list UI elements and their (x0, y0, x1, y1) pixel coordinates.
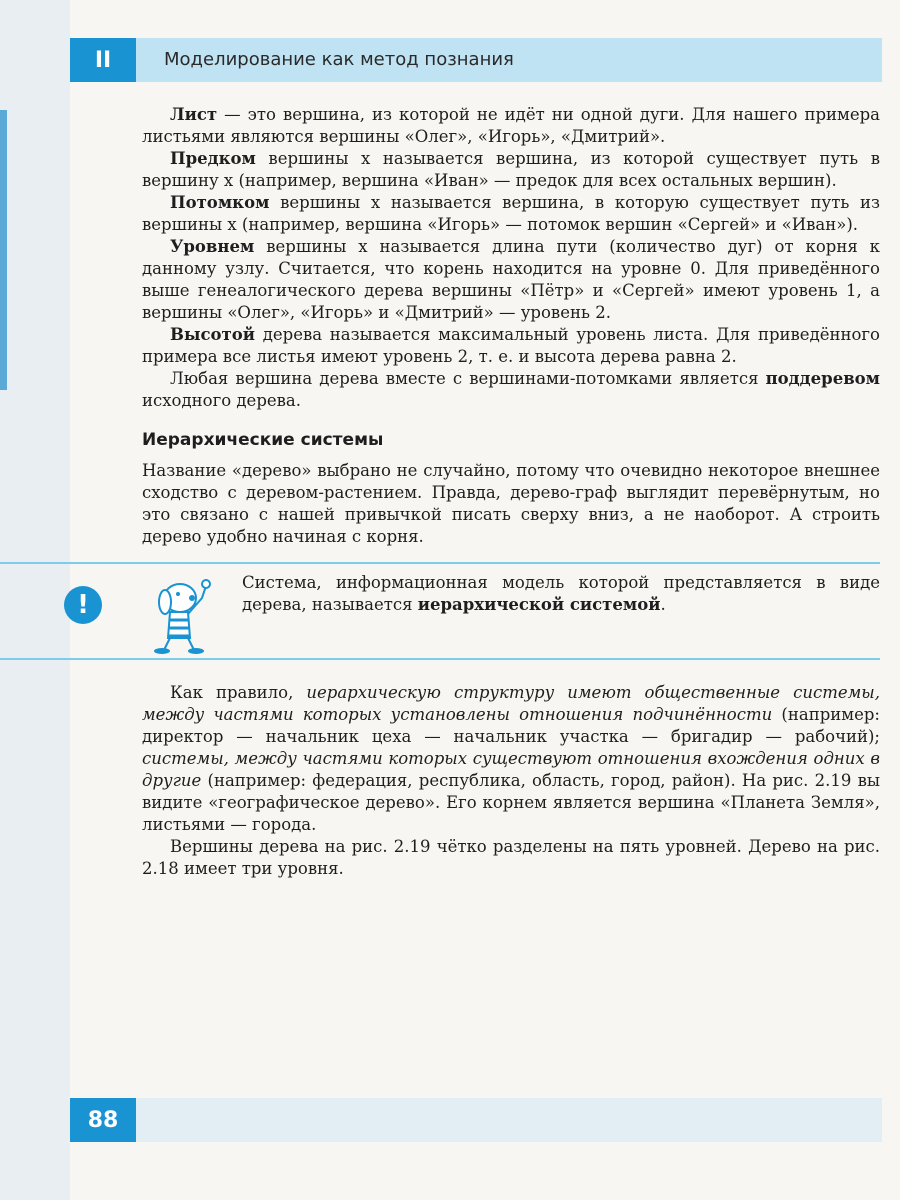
definition-height-text: дерева называется максимальный уровень листа. Для приведённого примера все листья имеют уровень 2, т. е. и высота дерева равна 2. (142, 325, 880, 366)
rule-text-3: (например: федерация, республика, область, город, район). На рис. 2.19 вы видите «географическое дерево». Его корнем является вершина «Планета Земля», листьями — города. (142, 771, 880, 834)
footer-band (136, 1098, 882, 1142)
term-descendant: Потомком (170, 193, 270, 212)
term-height: Высотой (170, 325, 256, 344)
definition-level (142, 236, 880, 324)
page-number: 88 (70, 1098, 136, 1142)
subtree-text-before: Любая вершина дерева вместе с вершинами-потомками является (170, 369, 766, 388)
definition-descendant (142, 192, 880, 236)
rule-italic-1: иерархическую структуру имеют общественные системы, между частями которых установлены отношения подчинённости (142, 683, 880, 724)
definition-leaf-text: — это вершина, из которой не идёт ни одной дуги. Для нашего примера листьями являются вершины «Олег», «Игорь», «Дмитрий». (142, 105, 880, 146)
definition-callout (77, 562, 880, 660)
definition-height (142, 324, 880, 368)
section-heading: Иерархические системы (142, 430, 384, 450)
definition-ancestor-text: вершины x называется вершина, из которой существует путь в вершину x (например, вершина «Иван» — предок для всех остальных вершин). (142, 149, 880, 190)
definition-leaf (142, 104, 880, 148)
rule-text-1: Как правило, (170, 683, 307, 702)
callout-top-rule (0, 562, 880, 564)
levels-paragraph: Вершины дерева на рис. 2.19 чётко разделены на пять уровней. Дерево на рис. 2.18 имеет три уровня. (142, 837, 880, 878)
definition-hierarchical-system (242, 572, 880, 616)
definition-ancestor (142, 148, 880, 192)
dog-mascot-icon (140, 568, 222, 654)
definition-subtree (142, 368, 880, 412)
left-margin-strip (0, 0, 70, 1200)
rule-text-2: (например: директор — начальник цеха — начальник участка — бригадир — рабочий); (142, 705, 880, 746)
definition-text-before: Система, информационная модель которой представляется в виде дерева, называется (242, 573, 880, 614)
margin-accent-bar (0, 110, 7, 390)
page-header (70, 38, 882, 82)
term-hierarchical-system: иерархической системой (417, 595, 661, 614)
term-ancestor: Предком (170, 149, 256, 168)
definition-text-after: . (660, 595, 666, 614)
hierarchical-structure-paragraph (142, 682, 880, 836)
section-paragraph: Название «дерево» выбрано не случайно, потому что очевидно некоторое внешнее сходство с деревом-растением. Правда, дерево-граф выглядит перевёрнутым, но это связано с нашей привычкой писать сверху вниз, а не наоборот. А строить дерево удобно начиная с корня. (142, 461, 880, 546)
definition-level-text: вершины x называется длина пути (количество дуг) от корня к данному узлу. Считается, что корень находится на уровне 0. Для приведённого выше генеалогического дерева вершины «Пётр» и «Сергей» имеют уровень 1, а вершины «Олег», «Игорь» и «Дмитрий» — уровень 2. (142, 237, 880, 322)
subtree-text-after: исходного дерева. (142, 391, 302, 410)
callout-bottom-rule (0, 658, 880, 660)
rule-italic-2: системы, между частями которых существуют отношения вхождения одних в другие (142, 749, 880, 790)
term-level: Уровнем (170, 237, 255, 256)
chapter-title: Моделирование как метод познания (164, 49, 514, 70)
page-content (77, 104, 880, 880)
term-leaf: Лист (170, 105, 218, 124)
exclamation-icon: ! (64, 586, 102, 624)
chapter-number: II (70, 38, 136, 82)
definition-descendant-text: вершины x называется вершина, в которую существует путь из вершины x (например, вершина «Игорь» — потомок вершин «Сергей» и «Иван»). (142, 193, 880, 234)
term-subtree: поддеревом (765, 369, 880, 388)
